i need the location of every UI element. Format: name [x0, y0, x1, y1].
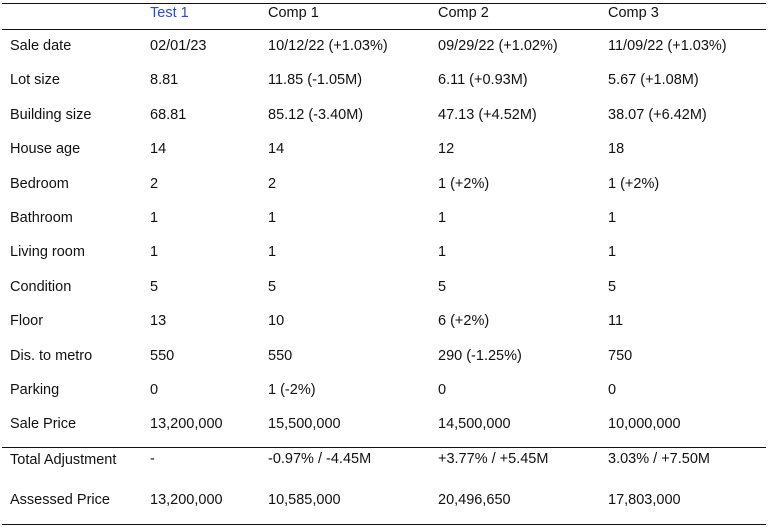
table-cell: 10,585,000 — [268, 492, 341, 508]
table-cell: 13,200,000 — [150, 416, 223, 432]
table-cell: 290 (-1.25%) — [438, 348, 522, 364]
table-cell: 8.81 — [150, 72, 179, 88]
header-test-1: Test 1 — [150, 5, 189, 21]
table-cell: 1 (+2%) — [438, 176, 490, 192]
row-label: House age — [10, 141, 81, 157]
table-cell: 2 — [150, 176, 159, 192]
table-cell: 1 — [608, 210, 617, 226]
table-top-rule — [2, 3, 766, 4]
table-cell: 5 — [608, 279, 617, 295]
row-label: Floor — [10, 313, 44, 329]
row-label: Parking — [10, 382, 60, 398]
table-cell: 10 — [268, 313, 285, 329]
table-cell: 1 — [150, 244, 159, 260]
header-comp-1: Comp 1 — [268, 5, 319, 21]
row-label: Assessed Price — [10, 492, 110, 508]
table-cell: 6 (+2%) — [438, 313, 490, 329]
table-cell: 14 — [268, 141, 285, 157]
table-cell: 550 — [268, 348, 293, 364]
table-cell: +3.77% / +5.45M — [438, 451, 549, 467]
table-cell: 5.67 (+1.08M) — [608, 72, 699, 88]
row-label: Sale Price — [10, 416, 77, 432]
table-cell: 1 — [150, 210, 159, 226]
table-cell: 17,803,000 — [608, 492, 681, 508]
row-label: Dis. to metro — [10, 348, 93, 364]
table-cell: 12 — [438, 141, 455, 157]
table-cell: 550 — [150, 348, 175, 364]
table-cell: 11.85 (-1.05M) — [268, 72, 363, 88]
row-label: Total Adjustment — [10, 452, 117, 468]
table-cell: 85.12 (-3.40M) — [268, 107, 364, 123]
table-cell: - — [150, 451, 155, 467]
table-cell: 10,000,000 — [608, 416, 681, 432]
table-cell: 1 — [268, 244, 277, 260]
table-cell: 5 — [150, 279, 159, 295]
table-cell: 13,200,000 — [150, 492, 223, 508]
table-cell: 02/01/23 — [150, 38, 207, 54]
table-cell: 5 — [438, 279, 447, 295]
row-label: Living room — [10, 244, 85, 260]
table-cell: 14,500,000 — [438, 416, 511, 432]
table-bottom-rule — [2, 524, 766, 525]
table-cell: 5 — [268, 279, 277, 295]
table-cell: 10/12/22 (+1.03%) — [268, 38, 388, 54]
table-cell: 68.81 — [150, 107, 187, 123]
summary-rule — [2, 447, 766, 448]
table-cell: 6.11 (+0.93M) — [438, 72, 528, 88]
table-cell: 20,496,650 — [438, 492, 511, 508]
table-cell: 47.13 (+4.52M) — [438, 107, 537, 123]
table-cell: 13 — [150, 313, 167, 329]
table-cell: 1 — [608, 244, 617, 260]
header-comp-2: Comp 2 — [438, 5, 489, 21]
row-label: Bedroom — [10, 176, 69, 192]
table-cell: -0.97% / -4.45M — [268, 451, 372, 467]
row-label: Building size — [10, 107, 92, 123]
table-cell: 11 — [608, 313, 624, 329]
table-cell: 1 — [438, 244, 447, 260]
table-cell: 0 — [608, 382, 617, 398]
table-cell: 0 — [150, 382, 159, 398]
header-comp-3: Comp 3 — [608, 5, 659, 21]
table-cell: 11/09/22 (+1.03%) — [608, 38, 727, 54]
table-cell: 1 (+2%) — [608, 176, 660, 192]
row-label: Lot size — [10, 72, 60, 88]
table-cell: 14 — [150, 141, 167, 157]
table-cell: 1 — [438, 210, 447, 226]
row-label: Sale date — [10, 38, 72, 54]
table-cell: 750 — [608, 348, 633, 364]
table-cell: 38.07 (+6.42M) — [608, 107, 707, 123]
table-cell: 1 (-2%) — [268, 382, 316, 398]
row-label: Condition — [10, 279, 72, 295]
table-cell: 18 — [608, 141, 625, 157]
row-label: Bathroom — [10, 210, 73, 226]
table-cell: 0 — [438, 382, 447, 398]
header-rule — [2, 29, 766, 30]
table-cell: 09/29/22 (+1.02%) — [438, 38, 558, 54]
table-cell: 3.03% / +7.50M — [608, 451, 710, 467]
table-cell: 1 — [268, 210, 277, 226]
table-cell: 15,500,000 — [268, 416, 341, 432]
table-cell: 2 — [268, 176, 277, 192]
